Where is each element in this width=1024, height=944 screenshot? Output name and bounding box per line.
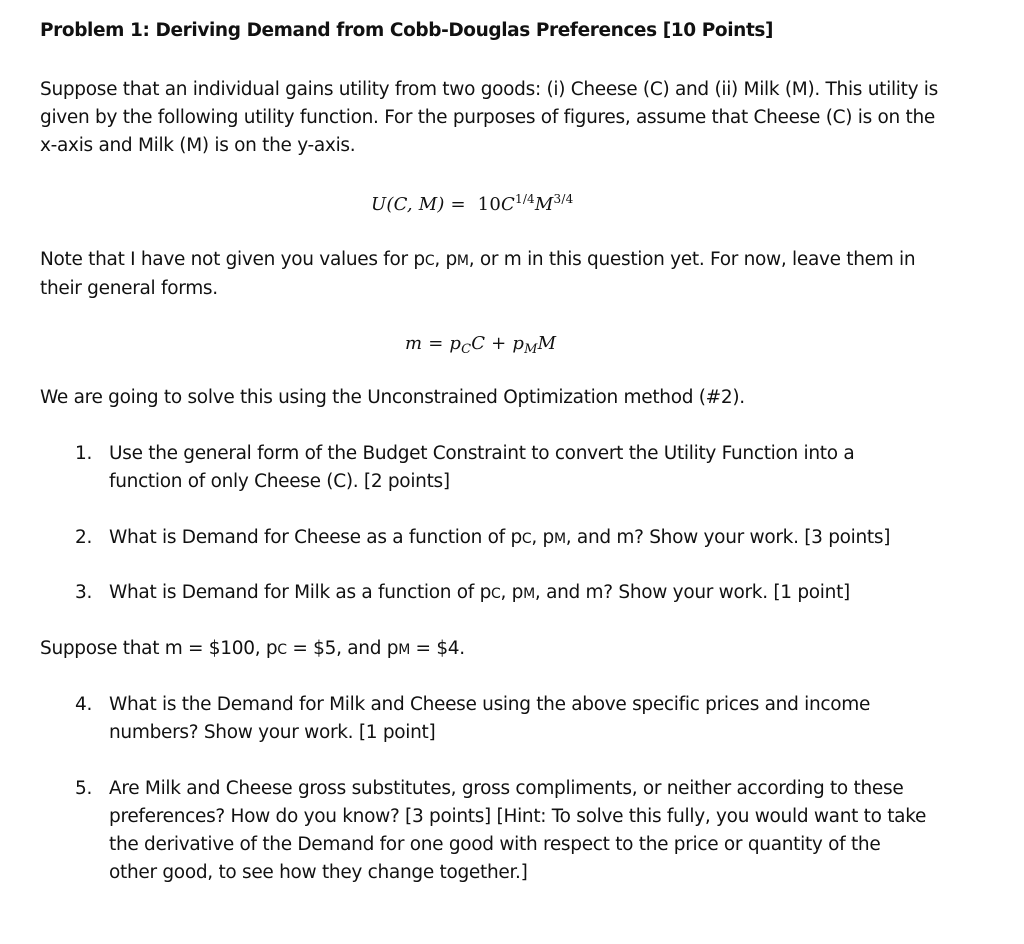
exponent-c-den: /4 [522,192,535,206]
exponent-m [554,192,574,206]
exponent-m-den: /4 [561,192,574,206]
note-text-1: Note that I have not given you values for p [40,249,425,270]
suppose-text-a: Suppose that m = $100, p [40,638,278,659]
budget-sub-c: C [461,342,472,357]
budget-equation [405,333,557,357]
suppose-sub-m: M [398,642,410,658]
question-number: 3. [75,582,93,603]
note-text-3: , or m in this question yet. For now, leave them in their general forms. [40,249,916,299]
question-text: What is the Demand for Milk and Cheese using the above specific prices and income numbers? Show your work. [1 point] [109,694,871,743]
q3-text-c: , and m? Show your work. [1 point] [534,582,850,603]
q2-text-a: What is Demand for Cheese as a function of p [109,527,522,548]
utility-var-c: C [500,194,515,215]
method-paragraph: We are going to solve this using the Unconstrained Optimization method (#2). [40,387,745,408]
intro-paragraph: Suppose that an individual gains utility from two goods: (i) Cheese (C) and (ii) Milk (M). This utility is given by the following utility function. For the purposes of figures, assume that Cheese (C) is on the x-axis and Milk (M) is on the y-axis. [40,79,938,156]
utility-lhs: U(C, M) = [371,194,466,215]
utility-var-m: M [534,194,554,215]
q3-sub-c: C [491,586,501,602]
note-text-2: , p [434,249,457,270]
question-text: Are Milk and Cheese gross substitutes, gross compliments, or neither according to these preferences? How do you know? [3 points] [Hint: To solve this fully, you would want to take the derivative of the Demand for one good with respect to the price or quantity of the other good, to see how they change together.] [109,778,927,883]
problem-title: Problem 1: Deriving Demand from Cobb-Douglas Preferences [10 Points] [40,20,774,41]
q3-text-a: What is Demand for Milk as a function of p [109,582,492,603]
question-number: 1. [75,443,93,464]
budget-sub-m: M [524,342,538,357]
question-number: 4. [75,694,93,715]
question-item [75,691,935,747]
q3-sub-m: M [523,586,535,602]
q2-sub-m: M [553,531,566,547]
question-text: Use the general form of the Budget Constraint to convert the Utility Function into a function of only Cheese (C). [2 points] [109,443,855,492]
budget-end: M [537,333,557,354]
budget-lhs: m = p [405,333,462,354]
q2-sub-c: C [521,531,532,547]
question-number: 2. [75,527,93,548]
question-item [75,775,935,887]
question-text [109,579,929,608]
suppose-sub-c: C [277,642,287,658]
question-text [109,524,929,553]
exponent-c [515,192,535,206]
question-item [75,579,935,607]
utility-coef: 10 [477,194,501,215]
note-paragraph [40,246,940,303]
note-sub-c: C [424,253,435,269]
exponent-c-num: 1 [514,192,523,206]
q2-text-c: , and m? Show your work. [3 points] [565,527,891,548]
exponent-m-num: 3 [553,192,562,206]
question-item [75,524,935,552]
question-number: 5. [75,778,93,799]
q2-text-b: , p [531,527,554,548]
note-sub-m: M [456,253,469,269]
suppose-paragraph [40,635,940,664]
q3-text-b: , p [500,582,524,603]
budget-mid: C + p [471,333,525,354]
suppose-text-c: = $4. [409,638,465,659]
utility-equation [371,194,573,215]
question-item [75,440,935,496]
suppose-text-b: = $5, and p [286,638,399,659]
